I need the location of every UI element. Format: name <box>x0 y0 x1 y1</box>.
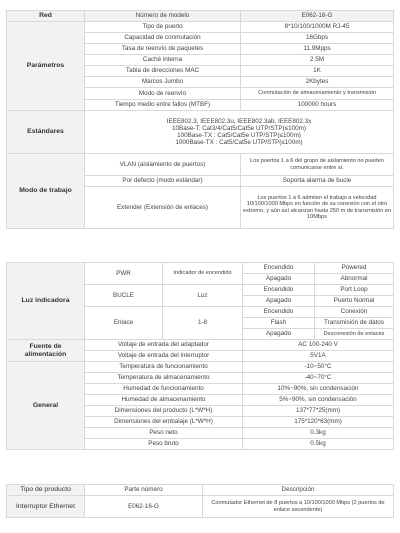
spec-value: 2.5M <box>241 55 394 66</box>
standards-line: 10Base-T: Cat3/4/Cat5/Cat5e UTP/STP(≤100m) <box>172 124 306 132</box>
spec-value: 11.9Mpps <box>241 44 394 55</box>
mode-value: Los puertos 1 a 6 admiten el trabajo a velocidad 10/100/1000 Mbps en función de su conexión con el otro extremo, y aún así alcanzan hasta 250 m de transmisión en 10Mbps <box>241 187 394 229</box>
spec-key: Tabla de direcciones MAC <box>85 66 241 77</box>
general-key: Temperatura de funcionamiento <box>85 362 243 373</box>
led-type-pwr: Indicador de encendido <box>163 263 243 285</box>
standards-line: IEEE802.3, IEEE802.3u, IEEE802.3ab, IEEE802.3x <box>166 117 312 125</box>
general-key: Temperatura de almacenamiento <box>85 373 243 384</box>
general-value: 0.5kg <box>243 439 394 450</box>
led-state: Flash <box>243 318 315 329</box>
led-name-pwr: PWR <box>85 263 163 285</box>
led-meaning: Transmisión de datos <box>315 318 394 329</box>
led-state: Encendido <box>243 307 315 318</box>
led-type-enlace: 1-8 <box>163 307 243 340</box>
spec-value: 16Gbps <box>241 33 394 44</box>
mode-value: Soporta alarma de bucle <box>241 176 394 187</box>
product-type: Interruptor Ethernet <box>7 496 85 518</box>
category-red: Red <box>7 11 85 22</box>
led-meaning: Powered <box>315 263 394 274</box>
general-value: 0.3kg <box>243 428 394 439</box>
general-key: Dimensiones del producto (L*W*H) <box>85 406 243 417</box>
standards-line: 100Base-TX : Cat5/Cat5e UTP/STP(≤100m) <box>177 132 301 139</box>
category-luz-indicadora: Luz indicadora <box>7 263 85 340</box>
mode-value: Los puertos 1 a 6 del grupo de aislamiento no pueden comunicarse entre sí. <box>241 154 394 176</box>
spec-key: Caché interna <box>85 55 241 66</box>
product-header-type: Tipo de producto <box>7 485 85 496</box>
product-part-number: E062-16-G <box>85 496 203 518</box>
general-value: 137*77*25(mm) <box>243 406 394 417</box>
general-key: Humedad de funcionamiento <box>85 384 243 395</box>
spec-value: 8*10/100/1000M RJ-45 <box>241 22 394 33</box>
spec-value: 100000 hours <box>241 100 394 111</box>
general-value: 10%~90%, sin condensación <box>243 384 394 395</box>
general-value: 175*120*63(mm) <box>243 417 394 428</box>
led-meaning: Abnormal <box>315 274 394 285</box>
mode-key: Extender (Extensión de enlaces) <box>85 187 241 229</box>
product-header-description: Descripción <box>203 485 394 496</box>
product-table <box>6 484 394 518</box>
spec-key: Modo de reenvío <box>85 88 241 100</box>
general-key: Peso bruto <box>85 439 243 450</box>
general-value: -40~70°C <box>243 373 394 384</box>
spec-value: 2Kbytes <box>241 77 394 88</box>
general-key: Peso neto <box>85 428 243 439</box>
mode-key: Por defecto (modo estándar) <box>85 176 241 187</box>
mode-key: VLAN (aislamiento de puertos) <box>85 154 241 176</box>
led-name-bucle: BUCLE <box>85 285 163 307</box>
power-key: Voltaje de entrada del adaptador <box>85 340 243 351</box>
standards-line: 1000Base-TX : Cat5/Cat5e UTP/STP(≤100m) <box>175 139 303 147</box>
led-type-bucle: Luz <box>163 285 243 307</box>
power-value: AC 100-240 V <box>243 340 394 351</box>
spec-key: Tiempo medio entre fallos (MTBF) <box>85 100 241 111</box>
power-key: Voltaje de entrada del interruptor <box>85 351 243 362</box>
model-number-label: Número de modelo <box>85 11 241 22</box>
standards-cell <box>85 111 394 154</box>
spec-key: Tipo de puerto <box>85 22 241 33</box>
led-meaning: Conexión <box>315 307 394 318</box>
spec-table-leds <box>6 262 394 450</box>
category-modo-trabajo: Modo de trabajo <box>7 154 85 229</box>
category-general: General <box>7 362 85 450</box>
spec-key: Capacidad de conmutación <box>85 33 241 44</box>
led-state: Apagado <box>243 329 315 340</box>
spec-table-network <box>6 10 394 229</box>
led-meaning: Port Loop <box>315 285 394 296</box>
led-state: Apagado <box>243 274 315 285</box>
general-key: Dimensiones del embalaje (L*W*H) <box>85 417 243 428</box>
product-header-part: Parte número <box>85 485 203 496</box>
led-state: Encendido <box>243 263 315 274</box>
category-estandares: Estándares <box>7 111 85 154</box>
general-value: -10~50°C <box>243 362 394 373</box>
product-description: Conmutador Ethernet de 8 puertos a 10/100/1000 Mbps (2 puertos de enlace ascendente) <box>203 496 394 518</box>
led-meaning: Desconexión de enlaces <box>315 329 394 340</box>
led-state: Encendido <box>243 285 315 296</box>
spec-value: 1K <box>241 66 394 77</box>
category-fuente-alimentacion: Fuente de alimentación <box>7 340 85 362</box>
model-number-value: E062-16-G <box>241 11 394 22</box>
category-parametros: Parámetros <box>7 22 85 111</box>
spec-key: Marcos Jumbo <box>85 77 241 88</box>
spec-value: Conmutación de almacenamiento y transmisión <box>241 88 394 100</box>
general-value: 5%~90%, sin condensación <box>243 395 394 406</box>
led-name-enlace: Enlace <box>85 307 163 340</box>
led-meaning: Puerto Normal <box>315 296 394 307</box>
spec-key: Tasa de reenvío de paquetes <box>85 44 241 55</box>
general-key: Humedad de almacenamiento <box>85 395 243 406</box>
led-state: Apagado <box>243 296 315 307</box>
power-value: 5V1A <box>243 351 394 362</box>
